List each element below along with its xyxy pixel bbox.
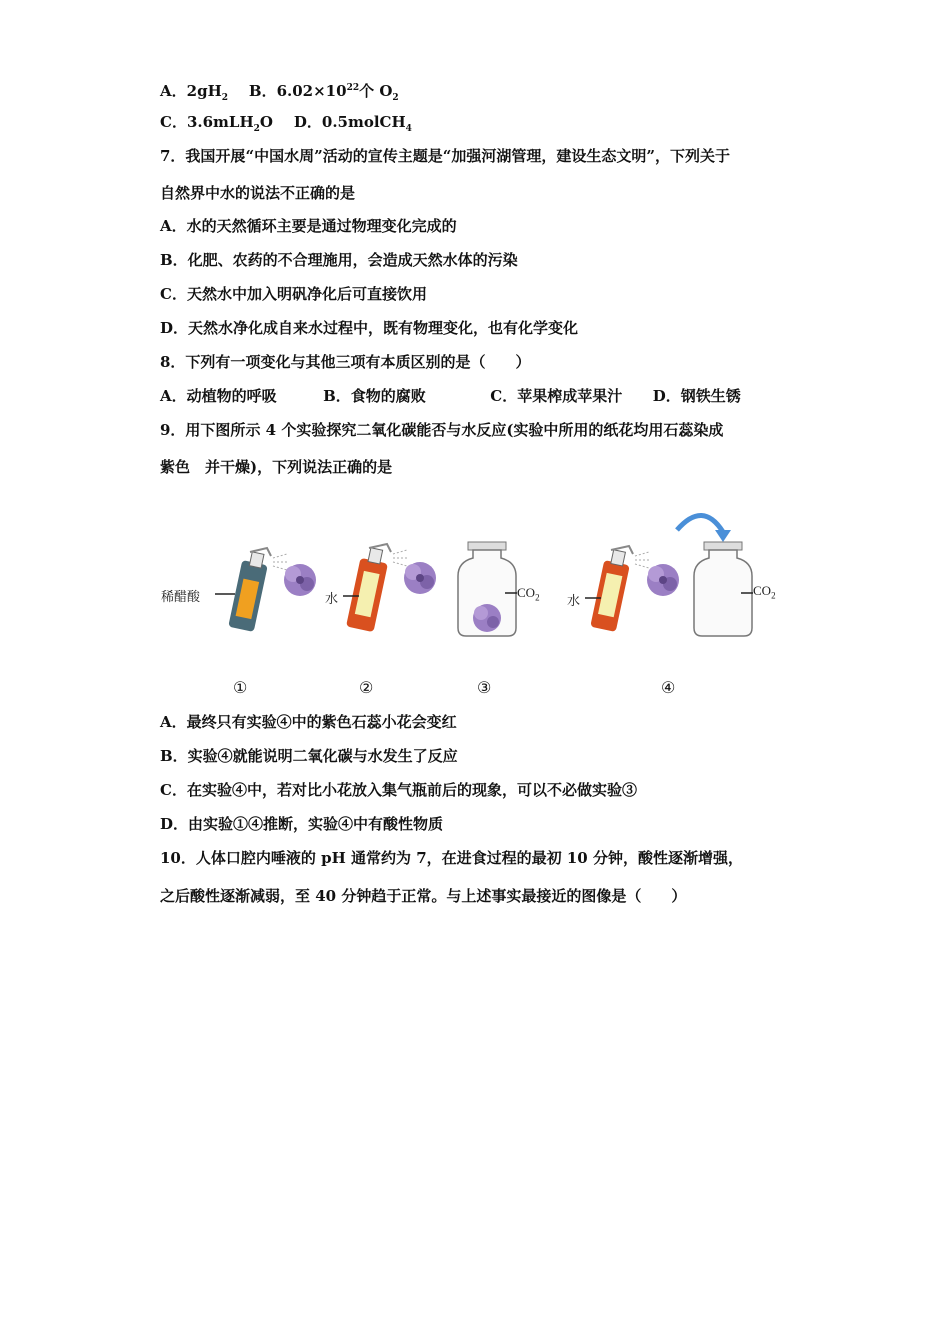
q10-stem-line1: 10．人体口腔内唾液的 pH 通常约为 7，在进食过程的最初 10 分钟，酸性逐渐增强， bbox=[160, 849, 743, 867]
label-water-1: 水 bbox=[325, 591, 339, 606]
experiment-figure bbox=[155, 500, 795, 705]
q6-option-d: D．0.5molCH$_4$ bbox=[293, 113, 412, 134]
exp-3-number: ③ bbox=[477, 678, 492, 697]
q8-stem: 8．下列有一项变化与其他三项有本质区别的是（ ） bbox=[160, 353, 531, 371]
q8-option-d: D．钢铁生锈 bbox=[652, 387, 741, 405]
q6-options-ab bbox=[160, 78, 399, 108]
q9-stem-line2: 紫色 并干燥)，下列说法正确的是 bbox=[160, 458, 393, 476]
q6-options-cd bbox=[160, 112, 412, 139]
q7-option-c: C．天然水中加入明矾净化后可直接饮用 bbox=[160, 285, 427, 303]
exp-2-number: ② bbox=[359, 678, 374, 697]
spray-bottle-4 bbox=[590, 546, 649, 632]
experiment-illustration bbox=[155, 500, 795, 705]
spray-bottle-2 bbox=[346, 544, 407, 632]
flower-2 bbox=[404, 562, 436, 594]
label-water-4: 水 bbox=[567, 593, 581, 608]
flower-4 bbox=[647, 564, 679, 596]
q6-option-c: C．3.6mLH$_2$O bbox=[160, 113, 273, 134]
q7-option-a: A．水的天然循环主要是通过物理变化完成的 bbox=[160, 217, 457, 235]
exp-1-number: ① bbox=[233, 678, 248, 697]
q8-option-a: A．动植物的呼吸 bbox=[160, 387, 277, 405]
q7-option-b: B．化肥、农药的不合理施用，会造成天然水体的污染 bbox=[160, 251, 518, 269]
q9-stem-line1: 9．用下图所示 4 个实验探究二氧化碳能否与水反应(实验中所用的纸花均用石蕊染成 bbox=[160, 421, 724, 439]
q7-stem-line2: 自然界中水的说法不正确的是 bbox=[160, 184, 356, 202]
flower-1 bbox=[284, 564, 316, 596]
q9-option-c: C．在实验④中，若对比小花放入集气瓶前后的现象，可以不必做实验③ bbox=[160, 781, 637, 799]
q8-option-b: B．食物的腐败 bbox=[323, 387, 426, 405]
q7-stem-line1: 7．我国开展“中国水周”活动的宣传主题是“加强河湖管理，建设生态文明”，下列关于 bbox=[160, 147, 730, 165]
q6-option-b: B．$6.02\times 10^{22}$个 $O_2$ bbox=[248, 82, 399, 103]
q9-option-a: A．最终只有实验④中的紫色石蕊小花会变红 bbox=[160, 713, 457, 731]
q8-options bbox=[160, 386, 741, 406]
spray-bottle-1 bbox=[228, 548, 287, 632]
q9-option-d: D．由实验①④推断，实验④中有酸性物质 bbox=[160, 815, 444, 833]
q9-option-b: B．实验④就能说明二氧化碳与水发生了反应 bbox=[160, 747, 458, 765]
q7-option-d: D．天然水净化成自来水过程中，既有物理变化，也有化学变化 bbox=[160, 319, 579, 337]
label-acid: 稀醋酸 bbox=[161, 589, 201, 604]
q6-option-a: A．$2gH_2$ bbox=[160, 82, 229, 103]
q10-stem-line2: 之后酸性逐渐减弱，至 40 分钟趋于正常。与上述事实最接近的图像是（ ） bbox=[160, 887, 687, 905]
arrow-icon bbox=[677, 515, 723, 532]
gas-jar-3 bbox=[458, 542, 517, 636]
q8-option-c: C．苹果榨成苹果汁 bbox=[490, 387, 623, 405]
gas-jar-4 bbox=[694, 542, 753, 636]
exp-4-number: ④ bbox=[661, 678, 676, 697]
label-co2-3: $CO_2$ bbox=[517, 585, 540, 603]
label-co2-4: $CO_2$ bbox=[753, 583, 776, 601]
